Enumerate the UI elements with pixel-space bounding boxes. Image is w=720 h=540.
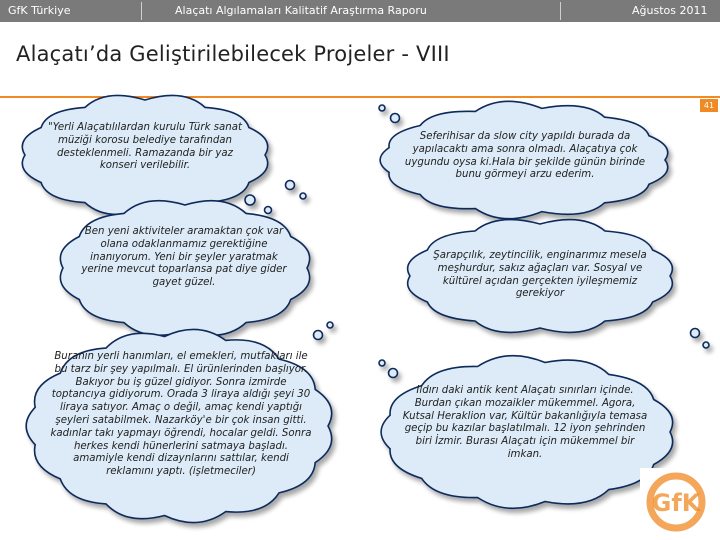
- quote-choir: "Yerli Alaçatılılardan kurulu Türk sanat müziği korosu belediye tarafından desteklenmeli. Ramazanda bir yaz konseri verilebilir.: [48, 122, 242, 172]
- header-report-title: Alaçatı Algılamaları Kalitatif Araştırma Raporu: [175, 4, 427, 17]
- quote-slow-city: Seferihisar da slow city yapıldı burada da yapılacaktı ama sonra olmadı. Alaçatıya çok uygundu oysa ki.Hala bir şekilde günün birinde bunu görmeyi arzu ederim.: [404, 131, 646, 181]
- cloud-6-tail-bubble-1: [389, 369, 398, 378]
- cloud-3-tail-bubble-1: [314, 331, 323, 340]
- header-company: GfK Türkiye: [8, 4, 71, 17]
- page-title: Alaçatı’da Geliştirilebilecek Projeler - VIII: [16, 42, 450, 66]
- cloud-3-tail-bubble-2: [327, 322, 333, 328]
- cloud-5-tail-bubble-1: [691, 329, 700, 338]
- cloud-5-tail-bubble-2: [703, 342, 709, 348]
- quote-handicrafts: Buranın yerli hanımları, el emekleri, mutfakları ile bu tarz bir şey yapılmalı. El ürünlerinden başlıyor. Bakıyor bu iş güzel gidiyor. Sonra izmirde toptancıya gidiyorum. Orada 3 liraya aldığı şeyi 30 liraya satıyor. Amaç o değil, amaç kendi yaptığı şeyleri satabilmek. Nazarköy'e bir çok insan gitti. kadınlar takı yapmayı öğrendi, hocalar geldi. Sonra herkes kendi hünerlerini satmaya başladı. amamiyle kendi dizaynlarını sattılar, kendi reklamını yaptı. (işletmeciler): [50, 351, 312, 478]
- gfk-logo-text: GfK: [651, 489, 701, 517]
- cloud-4-tail-bubble-1: [391, 114, 400, 123]
- cloud-2-tail-bubble-1: [286, 181, 295, 190]
- cloud-6-tail-bubble-2: [379, 360, 385, 366]
- cloud-2-tail-bubble-2: [300, 193, 306, 199]
- page-number: 41: [700, 99, 718, 112]
- header-date: Ağustos 2011: [632, 4, 708, 17]
- cloud-4-tail-bubble-2: [379, 105, 385, 111]
- quote-focus-existing: Ben yeni aktiviteler aramaktan çok var olana odaklanmamız gerektiğine inanıyorum. Yeni bir şeyler yaratmak yerine mevcut toparlansa pat diye gider gayet güzel.: [81, 226, 287, 289]
- quote-ancient-city: Ildırı daki antik kent Alaçatı sınırları içinde. Burdan çıkan mozaikler mükemmel. Agora, Kutsal Heraklion var, Kültür bakanlığıyla temasa geçip bu kazılar başlatılmalı. 12 iyon şehrinden biri İzmir. Burası Alaçatı için mükemmel bir imkan.: [402, 385, 648, 460]
- cloud-1-tail-bubble-2: [265, 207, 272, 214]
- cloud-1-tail-bubble-1: [245, 195, 255, 205]
- quote-wine-olive: Şarapçılık, zeytincilik, enginarımız mesela meşhurdur, sakız ağaçları var. Sosyal ve kültürel açıdan gerçekten iyileşmemiz gerekiyor: [433, 250, 647, 300]
- gfk-logo-icon: [640, 468, 712, 534]
